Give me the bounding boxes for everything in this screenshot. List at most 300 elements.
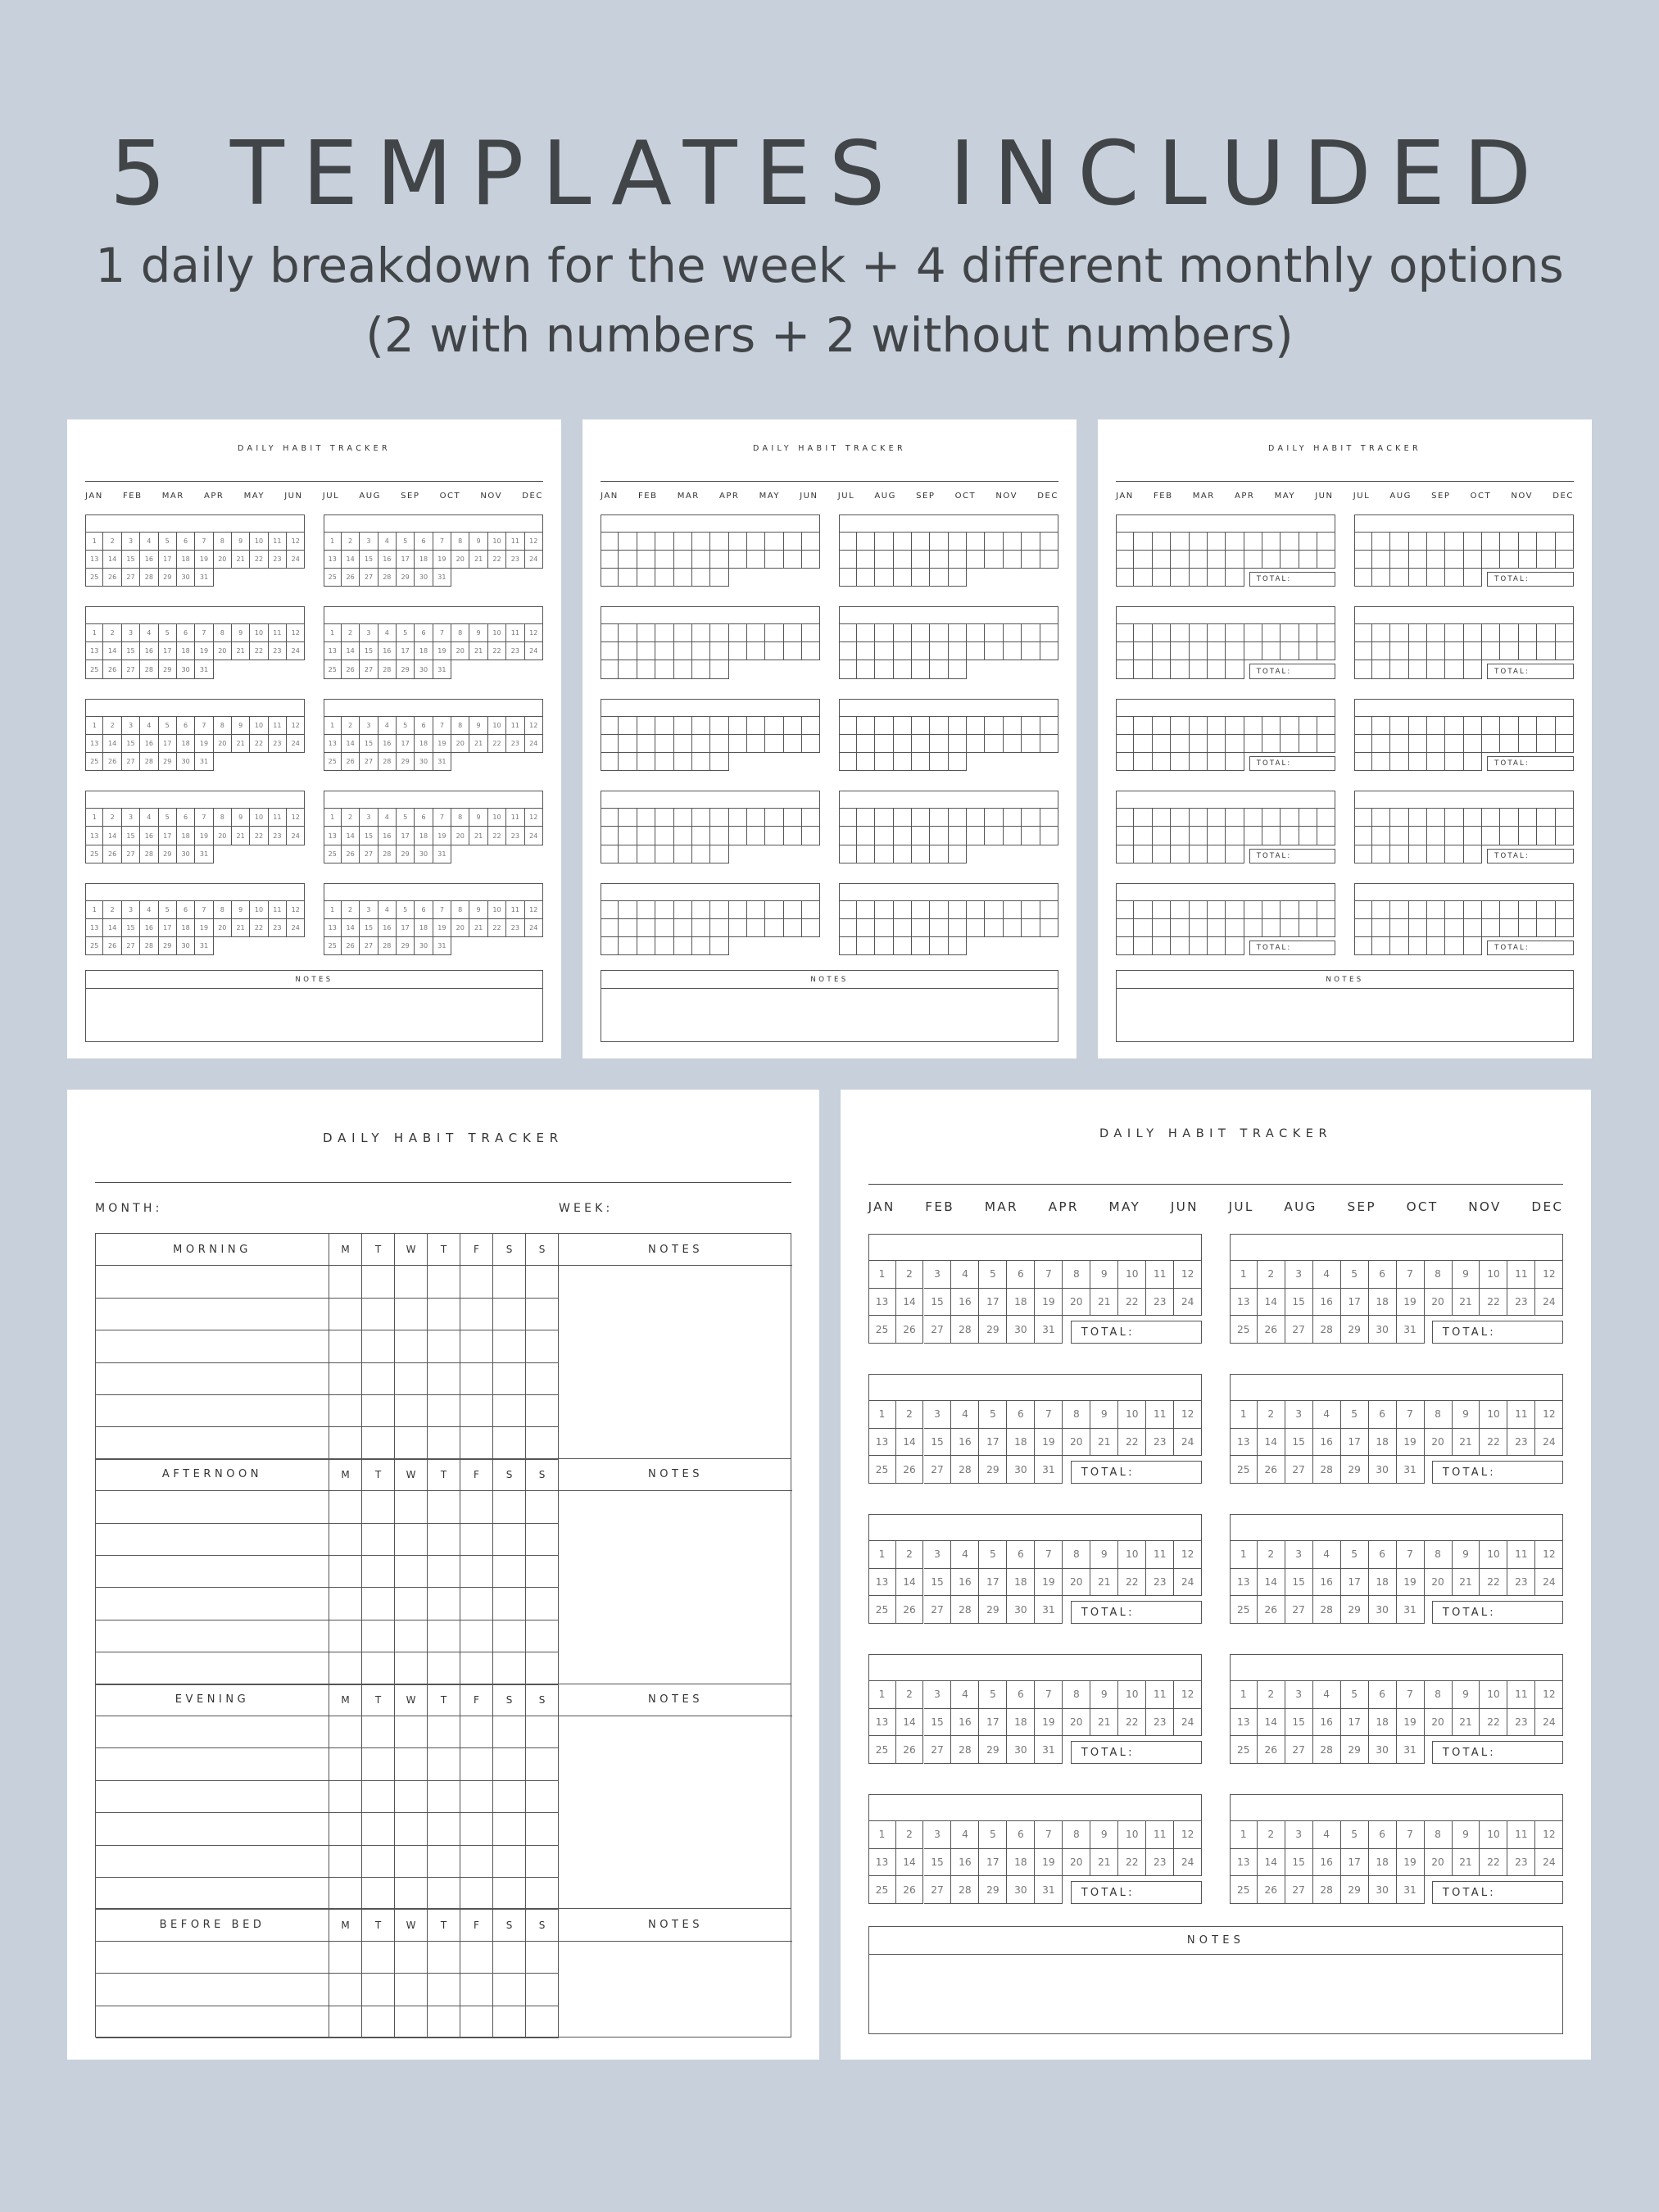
day-cell[interactable] xyxy=(985,901,1003,919)
day-cell[interactable] xyxy=(674,937,692,955)
day-cell[interactable] xyxy=(875,569,893,587)
day-cell[interactable] xyxy=(1427,809,1445,827)
day-cell[interactable]: 6 xyxy=(1369,1261,1397,1289)
day-cell[interactable]: 31 xyxy=(433,660,451,678)
day-cell[interactable] xyxy=(1190,624,1208,642)
day-cell[interactable]: 31 xyxy=(195,660,213,678)
day-cell[interactable] xyxy=(1427,660,1445,678)
day-cell[interactable] xyxy=(1556,642,1574,660)
day-cell[interactable]: 7 xyxy=(1035,1401,1063,1429)
day-cell[interactable] xyxy=(967,809,985,827)
day-cell[interactable]: 31 xyxy=(1035,1596,1063,1624)
day-cell[interactable] xyxy=(765,901,783,919)
day-cell[interactable] xyxy=(1299,809,1317,827)
day-cell[interactable]: 18 xyxy=(1369,1289,1397,1317)
day-cell[interactable] xyxy=(912,919,930,937)
day-cell[interactable] xyxy=(1519,551,1537,569)
total-field[interactable]: TOTAL: xyxy=(1487,572,1574,587)
check-cell[interactable] xyxy=(526,1813,559,1845)
day-cell[interactable] xyxy=(1244,919,1262,937)
day-cell[interactable]: 30 xyxy=(415,569,433,587)
day-cell[interactable]: 18 xyxy=(415,642,433,660)
day-cell[interactable]: 1 xyxy=(868,1541,896,1569)
day-cell[interactable] xyxy=(692,919,710,937)
day-cell[interactable]: 6 xyxy=(415,901,433,919)
day-cell[interactable] xyxy=(1153,624,1171,642)
day-cell[interactable] xyxy=(747,827,765,845)
day-cell[interactable]: 4 xyxy=(140,624,158,642)
day-cell[interactable] xyxy=(1427,735,1445,753)
day-cell[interactable]: 27 xyxy=(924,1456,952,1484)
day-cell[interactable] xyxy=(1134,827,1152,845)
day-cell[interactable] xyxy=(1390,827,1408,845)
day-cell[interactable] xyxy=(1482,901,1500,919)
day-cell[interactable] xyxy=(1556,827,1574,845)
day-cell[interactable] xyxy=(1409,735,1427,753)
day-cell[interactable] xyxy=(1445,827,1463,845)
day-cell[interactable] xyxy=(655,717,673,735)
day-cell[interactable] xyxy=(985,919,1003,937)
day-cell[interactable]: 3 xyxy=(1285,1261,1313,1289)
day-cell[interactable] xyxy=(637,551,655,569)
day-cell[interactable] xyxy=(729,735,747,753)
day-cell[interactable] xyxy=(1464,937,1482,955)
day-cell[interactable]: 9 xyxy=(1090,1541,1118,1569)
day-cell[interactable] xyxy=(1004,809,1022,827)
day-cell[interactable] xyxy=(1116,901,1134,919)
day-cell[interactable]: 30 xyxy=(177,660,195,678)
day-cell[interactable]: 16 xyxy=(140,642,158,660)
day-cell[interactable] xyxy=(1500,717,1518,735)
day-cell[interactable] xyxy=(637,901,655,919)
day-cell[interactable] xyxy=(1390,901,1408,919)
day-cell[interactable] xyxy=(674,827,692,845)
day-cell[interactable] xyxy=(1409,845,1427,863)
day-cell[interactable] xyxy=(1354,551,1372,569)
day-cell[interactable]: 11 xyxy=(269,717,287,735)
day-cell[interactable]: 8 xyxy=(1063,1681,1090,1709)
check-cell[interactable] xyxy=(329,1524,362,1556)
day-cell[interactable] xyxy=(765,642,783,660)
day-cell[interactable]: 1 xyxy=(324,809,342,827)
day-cell[interactable]: 13 xyxy=(85,919,103,937)
day-cell[interactable]: 17 xyxy=(159,735,177,753)
day-cell[interactable]: 26 xyxy=(103,845,121,863)
day-cell[interactable] xyxy=(1208,919,1226,937)
day-cell[interactable]: 28 xyxy=(1313,1596,1341,1624)
day-cell[interactable]: 11 xyxy=(1146,1681,1174,1709)
day-cell[interactable] xyxy=(729,919,747,937)
day-cell[interactable]: 15 xyxy=(1285,1569,1313,1597)
day-cell[interactable]: 16 xyxy=(140,735,158,753)
day-cell[interactable]: 11 xyxy=(1507,1541,1535,1569)
day-cell[interactable]: 8 xyxy=(451,809,469,827)
day-cell[interactable]: 17 xyxy=(1341,1289,1369,1317)
day-cell[interactable]: 14 xyxy=(1258,1709,1285,1737)
day-cell[interactable]: 4 xyxy=(951,1541,979,1569)
day-cell[interactable]: 25 xyxy=(1230,1876,1258,1904)
day-cell[interactable] xyxy=(1134,660,1152,678)
day-cell[interactable]: 22 xyxy=(250,919,268,937)
day-cell[interactable] xyxy=(729,642,747,660)
day-cell[interactable] xyxy=(601,533,619,551)
day-cell[interactable]: 19 xyxy=(1035,1429,1063,1457)
day-cell[interactable]: 26 xyxy=(1258,1316,1285,1344)
day-cell[interactable] xyxy=(1390,551,1408,569)
day-cell[interactable]: 22 xyxy=(250,735,268,753)
day-cell[interactable]: 8 xyxy=(1425,1681,1453,1709)
day-cell[interactable] xyxy=(1171,735,1189,753)
day-cell[interactable]: 6 xyxy=(415,717,433,735)
day-cell[interactable] xyxy=(1171,569,1189,587)
day-cell[interactable]: 7 xyxy=(195,624,213,642)
day-cell[interactable]: 8 xyxy=(1425,1261,1453,1289)
day-cell[interactable]: 16 xyxy=(951,1429,979,1457)
day-cell[interactable] xyxy=(692,569,710,587)
day-cell[interactable] xyxy=(710,753,728,771)
day-cell[interactable] xyxy=(875,827,893,845)
day-cell[interactable]: 20 xyxy=(451,735,469,753)
day-cell[interactable] xyxy=(1153,827,1171,845)
day-cell[interactable]: 29 xyxy=(979,1736,1007,1764)
day-cell[interactable]: 6 xyxy=(1007,1541,1035,1569)
check-cell[interactable] xyxy=(493,1427,526,1459)
day-cell[interactable] xyxy=(949,845,967,863)
day-cell[interactable]: 6 xyxy=(415,624,433,642)
day-cell[interactable] xyxy=(1299,624,1317,642)
check-cell[interactable] xyxy=(395,1299,428,1330)
check-cell[interactable] xyxy=(460,1846,493,1878)
day-cell[interactable]: 23 xyxy=(269,642,287,660)
day-cell[interactable] xyxy=(985,717,1003,735)
day-cell[interactable] xyxy=(1354,660,1372,678)
day-cell[interactable]: 22 xyxy=(488,551,506,569)
day-cell[interactable] xyxy=(1134,919,1152,937)
day-cell[interactable]: 24 xyxy=(1535,1569,1563,1597)
day-cell[interactable] xyxy=(1004,551,1022,569)
day-cell[interactable] xyxy=(729,717,747,735)
day-cell[interactable]: 18 xyxy=(1369,1569,1397,1597)
check-cell[interactable] xyxy=(493,1363,526,1395)
day-cell[interactable] xyxy=(1427,845,1445,863)
day-cell[interactable] xyxy=(619,845,637,863)
day-cell[interactable]: 3 xyxy=(122,901,140,919)
day-cell[interactable] xyxy=(967,901,985,919)
day-cell[interactable]: 2 xyxy=(1258,1821,1285,1849)
check-cell[interactable] xyxy=(460,1716,493,1748)
day-cell[interactable]: 31 xyxy=(1397,1596,1425,1624)
habit-row[interactable] xyxy=(96,1363,329,1395)
day-cell[interactable]: 28 xyxy=(951,1456,979,1484)
day-cell[interactable]: 28 xyxy=(140,569,158,587)
day-cell[interactable]: 8 xyxy=(1063,1401,1090,1429)
day-cell[interactable] xyxy=(1171,533,1189,551)
day-cell[interactable] xyxy=(655,533,673,551)
day-cell[interactable]: 26 xyxy=(1258,1456,1285,1484)
day-cell[interactable]: 20 xyxy=(1063,1849,1090,1877)
check-cell[interactable] xyxy=(362,1716,395,1748)
day-cell[interactable] xyxy=(692,753,710,771)
day-cell[interactable]: 6 xyxy=(1369,1821,1397,1849)
day-cell[interactable] xyxy=(1226,937,1244,955)
day-cell[interactable]: 17 xyxy=(397,827,415,845)
day-cell[interactable] xyxy=(710,919,728,937)
day-cell[interactable] xyxy=(1537,809,1555,827)
check-cell[interactable] xyxy=(329,1748,362,1780)
check-cell[interactable] xyxy=(395,1878,428,1910)
day-cell[interactable] xyxy=(1226,901,1244,919)
check-cell[interactable] xyxy=(395,1813,428,1845)
day-cell[interactable]: 28 xyxy=(1313,1316,1341,1344)
day-cell[interactable]: 13 xyxy=(868,1569,896,1597)
day-cell[interactable]: 14 xyxy=(342,642,360,660)
day-cell[interactable]: 29 xyxy=(1341,1316,1369,1344)
day-cell[interactable]: 20 xyxy=(214,642,232,660)
day-cell[interactable]: 5 xyxy=(979,1261,1007,1289)
day-cell[interactable] xyxy=(619,642,637,660)
day-cell[interactable]: 12 xyxy=(1174,1401,1202,1429)
day-cell[interactable]: 23 xyxy=(1507,1849,1535,1877)
check-cell[interactable] xyxy=(329,1716,362,1748)
day-cell[interactable]: 22 xyxy=(488,735,506,753)
day-cell[interactable]: 22 xyxy=(1480,1289,1507,1317)
day-cell[interactable] xyxy=(949,717,967,735)
day-cell[interactable] xyxy=(1116,845,1134,863)
habit-row[interactable] xyxy=(96,1395,329,1427)
day-cell[interactable] xyxy=(1537,901,1555,919)
day-cell[interactable]: 13 xyxy=(1230,1569,1258,1597)
day-cell[interactable] xyxy=(1244,642,1262,660)
day-cell[interactable] xyxy=(1519,624,1537,642)
day-cell[interactable] xyxy=(619,660,637,678)
day-cell[interactable]: 11 xyxy=(269,809,287,827)
day-cell[interactable] xyxy=(857,937,875,955)
day-cell[interactable] xyxy=(839,551,857,569)
day-cell[interactable]: 23 xyxy=(1146,1569,1174,1597)
day-cell[interactable]: 7 xyxy=(433,624,451,642)
day-cell[interactable]: 16 xyxy=(140,827,158,845)
day-cell[interactable] xyxy=(949,624,967,642)
day-cell[interactable]: 16 xyxy=(378,551,397,569)
day-cell[interactable] xyxy=(747,624,765,642)
day-cell[interactable]: 11 xyxy=(1507,1401,1535,1429)
day-cell[interactable] xyxy=(710,845,728,863)
day-cell[interactable] xyxy=(875,937,893,955)
day-cell[interactable] xyxy=(1281,809,1299,827)
day-cell[interactable] xyxy=(1022,624,1040,642)
day-cell[interactable] xyxy=(802,827,820,845)
day-cell[interactable]: 17 xyxy=(397,642,415,660)
day-cell[interactable]: 23 xyxy=(1146,1429,1174,1457)
day-cell[interactable]: 25 xyxy=(868,1456,896,1484)
day-cell[interactable]: 29 xyxy=(979,1596,1007,1624)
habit-row[interactable] xyxy=(96,1427,329,1459)
day-cell[interactable] xyxy=(985,624,1003,642)
day-cell[interactable]: 10 xyxy=(1118,1821,1146,1849)
day-cell[interactable]: 2 xyxy=(1258,1401,1285,1429)
day-cell[interactable] xyxy=(747,735,765,753)
day-cell[interactable]: 4 xyxy=(1313,1821,1341,1849)
day-cell[interactable] xyxy=(967,827,985,845)
day-cell[interactable]: 2 xyxy=(342,901,360,919)
day-cell[interactable]: 3 xyxy=(924,1541,952,1569)
day-cell[interactable] xyxy=(967,533,985,551)
day-cell[interactable]: 26 xyxy=(342,845,360,863)
day-cell[interactable]: 8 xyxy=(451,533,469,551)
day-cell[interactable] xyxy=(601,827,619,845)
day-cell[interactable] xyxy=(1390,809,1408,827)
day-cell[interactable] xyxy=(1262,533,1281,551)
day-cell[interactable] xyxy=(1022,901,1040,919)
day-cell[interactable]: 8 xyxy=(214,624,232,642)
day-cell[interactable]: 26 xyxy=(103,660,121,678)
day-cell[interactable]: 13 xyxy=(85,735,103,753)
day-cell[interactable] xyxy=(747,642,765,660)
day-cell[interactable] xyxy=(784,827,802,845)
day-cell[interactable]: 24 xyxy=(525,551,543,569)
day-cell[interactable]: 1 xyxy=(324,533,342,551)
day-cell[interactable]: 24 xyxy=(1535,1429,1563,1457)
numbered-monthly-notes[interactable] xyxy=(85,970,543,1042)
check-cell[interactable] xyxy=(362,1556,395,1588)
day-cell[interactable] xyxy=(839,642,857,660)
check-cell[interactable] xyxy=(395,2006,428,2038)
day-cell[interactable]: 10 xyxy=(1118,1401,1146,1429)
day-cell[interactable] xyxy=(1153,901,1171,919)
day-cell[interactable]: 13 xyxy=(324,735,342,753)
day-cell[interactable] xyxy=(1153,642,1171,660)
day-cell[interactable]: 5 xyxy=(159,624,177,642)
day-cell[interactable] xyxy=(784,809,802,827)
day-cell[interactable] xyxy=(1445,551,1463,569)
day-cell[interactable] xyxy=(765,809,783,827)
day-cell[interactable]: 2 xyxy=(342,533,360,551)
day-cell[interactable] xyxy=(802,809,820,827)
day-cell[interactable]: 27 xyxy=(1285,1316,1313,1344)
day-cell[interactable]: 11 xyxy=(1507,1681,1535,1709)
day-cell[interactable] xyxy=(637,809,655,827)
day-cell[interactable]: 21 xyxy=(469,551,487,569)
day-cell[interactable] xyxy=(1004,901,1022,919)
day-cell[interactable] xyxy=(1244,827,1262,845)
day-cell[interactable] xyxy=(655,642,673,660)
day-cell[interactable] xyxy=(894,624,912,642)
day-cell[interactable] xyxy=(949,660,967,678)
day-cell[interactable] xyxy=(1409,937,1427,955)
check-cell[interactable] xyxy=(428,1974,460,2006)
day-cell[interactable] xyxy=(930,717,948,735)
day-cell[interactable]: 10 xyxy=(1480,1261,1507,1289)
day-cell[interactable] xyxy=(637,624,655,642)
check-cell[interactable] xyxy=(329,1878,362,1910)
day-cell[interactable] xyxy=(1153,845,1171,863)
check-cell[interactable] xyxy=(493,1846,526,1878)
day-cell[interactable] xyxy=(747,533,765,551)
day-cell[interactable]: 8 xyxy=(1425,1401,1453,1429)
day-cell[interactable]: 1 xyxy=(1230,1821,1258,1849)
check-cell[interactable] xyxy=(526,2006,559,2038)
day-cell[interactable]: 7 xyxy=(1035,1821,1063,1849)
day-cell[interactable] xyxy=(1226,753,1244,771)
day-cell[interactable] xyxy=(692,551,710,569)
day-cell[interactable]: 8 xyxy=(214,901,232,919)
day-cell[interactable]: 10 xyxy=(488,809,506,827)
day-cell[interactable] xyxy=(1445,533,1463,551)
day-cell[interactable]: 13 xyxy=(868,1289,896,1317)
check-cell[interactable] xyxy=(526,1427,559,1459)
day-cell[interactable]: 17 xyxy=(979,1569,1007,1597)
day-cell[interactable]: 2 xyxy=(1258,1681,1285,1709)
day-cell[interactable] xyxy=(802,735,820,753)
day-cell[interactable]: 2 xyxy=(103,533,121,551)
check-cell[interactable] xyxy=(493,1652,526,1684)
day-cell[interactable]: 28 xyxy=(378,753,397,771)
check-cell[interactable] xyxy=(526,1974,559,2006)
day-cell[interactable] xyxy=(619,717,637,735)
day-cell[interactable] xyxy=(1354,809,1372,827)
day-cell[interactable]: 4 xyxy=(378,717,397,735)
day-cell[interactable]: 25 xyxy=(85,660,103,678)
day-cell[interactable] xyxy=(1190,809,1208,827)
day-cell[interactable]: 15 xyxy=(1285,1709,1313,1737)
day-cell[interactable]: 18 xyxy=(177,827,195,845)
day-cell[interactable] xyxy=(1409,827,1427,845)
check-cell[interactable] xyxy=(395,1330,428,1362)
day-cell[interactable]: 18 xyxy=(177,919,195,937)
day-cell[interactable]: 3 xyxy=(360,901,378,919)
day-cell[interactable]: 20 xyxy=(1425,1289,1453,1317)
day-cell[interactable]: 5 xyxy=(1341,1821,1369,1849)
day-cell[interactable] xyxy=(1556,717,1574,735)
day-cell[interactable]: 10 xyxy=(488,533,506,551)
day-cell[interactable]: 17 xyxy=(1341,1429,1369,1457)
day-cell[interactable]: 9 xyxy=(1453,1401,1480,1429)
habit-row[interactable] xyxy=(96,1974,329,2006)
day-cell[interactable]: 22 xyxy=(488,827,506,845)
day-cell[interactable] xyxy=(601,845,619,863)
day-cell[interactable]: 19 xyxy=(195,551,213,569)
day-cell[interactable] xyxy=(1171,901,1189,919)
day-cell[interactable]: 26 xyxy=(342,569,360,587)
day-cell[interactable] xyxy=(1153,717,1171,735)
day-cell[interactable] xyxy=(674,919,692,937)
notes-area[interactable] xyxy=(559,1942,792,2038)
day-cell[interactable] xyxy=(894,660,912,678)
day-cell[interactable] xyxy=(1134,569,1152,587)
day-cell[interactable] xyxy=(1134,717,1152,735)
check-cell[interactable] xyxy=(395,1716,428,1748)
day-cell[interactable]: 24 xyxy=(287,551,305,569)
day-cell[interactable] xyxy=(930,624,948,642)
day-cell[interactable]: 18 xyxy=(1369,1709,1397,1737)
day-cell[interactable] xyxy=(784,919,802,937)
total-field[interactable]: TOTAL: xyxy=(1249,664,1336,678)
day-cell[interactable] xyxy=(1004,624,1022,642)
day-cell[interactable]: 26 xyxy=(896,1596,924,1624)
check-cell[interactable] xyxy=(526,1878,559,1910)
day-cell[interactable] xyxy=(601,642,619,660)
day-cell[interactable]: 9 xyxy=(1453,1261,1480,1289)
day-cell[interactable]: 4 xyxy=(140,533,158,551)
check-cell[interactable] xyxy=(428,1491,460,1523)
check-cell[interactable] xyxy=(526,1588,559,1620)
day-cell[interactable]: 26 xyxy=(1258,1876,1285,1904)
habit-row[interactable] xyxy=(96,1620,329,1652)
day-cell[interactable]: 22 xyxy=(250,827,268,845)
day-cell[interactable]: 26 xyxy=(896,1876,924,1904)
day-cell[interactable]: 30 xyxy=(415,937,433,955)
day-cell[interactable]: 22 xyxy=(1480,1849,1507,1877)
